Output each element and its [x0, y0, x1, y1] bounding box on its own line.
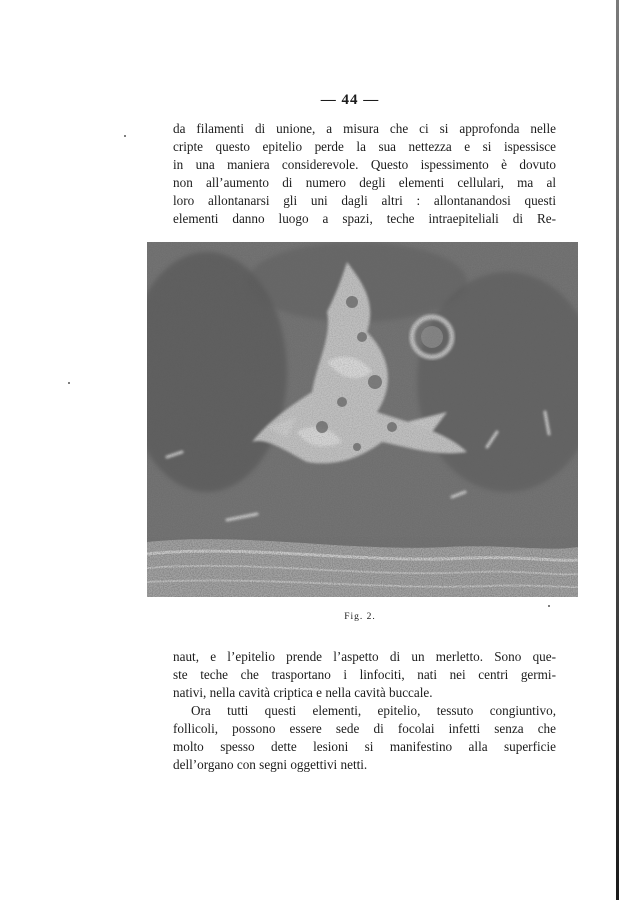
text-line: non all’aumento di numero degli elementi cellulari, ma al — [173, 175, 556, 190]
text-line: loro allontanarsi gli uni dagli altri : allontanandosi questi — [173, 193, 556, 208]
paragraph-bottom — [173, 648, 556, 774]
text-line: da filamenti di unione, a misura che ci si approfonda nelle — [173, 121, 556, 136]
text-line: naut, e l’epitelio prende l’aspetto di un merletto. Sono que- — [173, 649, 556, 664]
page-number: — 44 — — [320, 92, 380, 108]
micrograph-figure — [147, 242, 578, 597]
text-line: in una maniera considerevole. Questo ispessimento è dovuto — [173, 157, 556, 172]
figure-caption: Fig. 2. — [344, 612, 376, 622]
text-line: elementi danno luogo a spazi, teche intraepiteliali di Re- — [173, 211, 556, 226]
paper-speck — [68, 382, 70, 384]
text-line: cripte questo epitelio perde la sua nettezza e si ispessisce — [173, 139, 556, 154]
text-line: dell’organo con segni oggettivi netti. — [173, 757, 368, 772]
text-line: follicoli, possono essere sede di focolai infetti senza che — [173, 721, 556, 736]
text-line: Ora tutti questi elementi, epitelio, tessuto congiuntivo, — [191, 703, 556, 718]
text-line: molto spesso dette lesioni si manifestino alla superficie — [173, 739, 556, 754]
text-line: nativi, nella cavità criptica e nella cavità buccale. — [173, 685, 433, 700]
micrograph-image — [147, 242, 578, 597]
page-edge-shadow — [616, 0, 619, 900]
paragraph-top — [173, 120, 556, 228]
paper-speck — [124, 135, 126, 137]
paper-speck — [548, 605, 550, 607]
text-line: ste teche che trasportano i linfociti, nati nei centri germi- — [173, 667, 556, 682]
